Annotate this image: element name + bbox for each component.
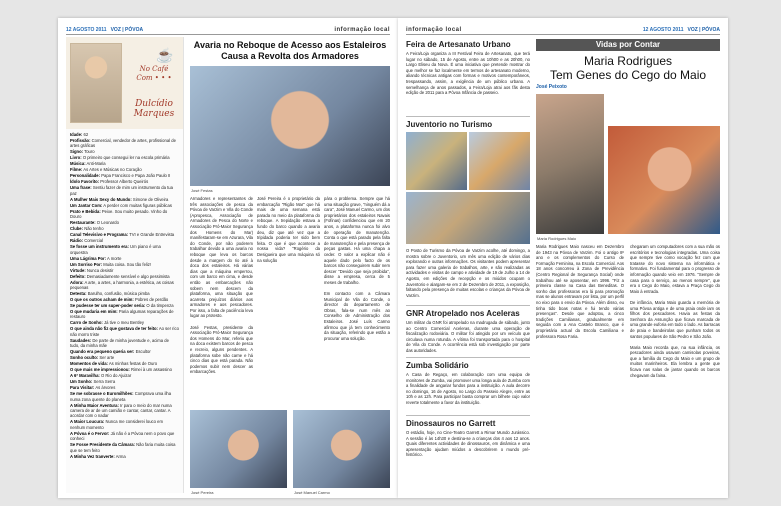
interviewee-last-name: Marques — [133, 109, 175, 119]
questionnaire-item — [70, 303, 179, 308]
questionnaire-item — [70, 132, 179, 137]
questionnaire-item — [70, 256, 179, 261]
jose-manuel-carmo-photo — [293, 410, 390, 488]
answer-text: Nunca me considerei louco em nenhum momento — [70, 419, 163, 430]
header-brand: VOZ | PÓVOA — [687, 27, 720, 33]
juventorio-photo-1 — [406, 132, 467, 190]
juventorio-headline: Juventorio no Turismo — [406, 120, 493, 129]
question-label: Idade: — [70, 132, 83, 137]
no-cafe-com-sidebar — [66, 37, 184, 493]
questionnaire-item — [70, 173, 179, 178]
answer-text: As árvores — [95, 385, 116, 391]
header-section: informação local — [406, 27, 462, 33]
article-column-1: Armadores e representantes de três associações de pesca da Póvoa de Varzim e Vila do Conde (Apropesca, Associação de Armadores de Pesca do Norte e Associação Pró-Maior Segurança dos Homens do Mar) manifestaram-se em Azurara, Vila do Conde, por não poderem trabalhar devido a uma avaria no reboque que leva os barcos desde a margem do rio até à doca dos estaleiros. Há várias dias que a máquina emperrou, com um barco em cima, e desde então as embarcações não sobem nem descem da plataforma, uma situação que acarreta prejuízos diários aos armadores e aos pescadores. Por isso, a falta de paciência leva lugar ao protesto. José Festas, presidente da Associação Pró-Maior Segurança dos Homens do Mar, referiu que na doca existem barcos de pesca e recreio, alguns pendentes. A plataforma sobe não carne e há cinco dias que está parada. Não podemos subir nem descer as embarcações. — [190, 196, 253, 375]
vidas-por-contar-banner: Vidas por Contar — [536, 39, 720, 51]
interviewee-portrait — [70, 43, 122, 123]
question-label: O que os outros acham de mim: — [70, 297, 134, 303]
left-page-header — [66, 26, 390, 35]
question-label: Virtude: — [70, 267, 86, 273]
questionnaire-item — [70, 338, 179, 349]
question-label: Carro de Sonho: — [70, 320, 103, 326]
answer-text: Ao ser rico não morro triste — [70, 326, 179, 337]
divider — [406, 357, 530, 358]
question-label: Se Fosse Presidente da Câmara: — [70, 442, 135, 448]
cafe-title — [126, 65, 182, 83]
questionnaire-item — [70, 367, 179, 372]
questionnaire-item — [70, 419, 179, 430]
question-label: Livro: — [70, 155, 82, 161]
divider — [406, 116, 530, 117]
questionnaire-item — [70, 149, 179, 154]
answer-text: Comercial, vendedor de artes, profissional de artes gráficas — [70, 138, 176, 149]
questionnaire-item — [70, 320, 179, 325]
questionnaire-item — [70, 238, 179, 243]
photo-caption-top: José Festas — [191, 188, 213, 193]
cafe-title-line1: No Café — [139, 65, 169, 73]
question-label: Um Sorriso Por: — [70, 261, 103, 267]
left-page — [58, 18, 398, 498]
answer-text: Barulho, confusão, música pimba — [87, 291, 150, 297]
answer-text: A morte — [107, 255, 122, 261]
question-label: Momentos de vida: — [70, 361, 108, 367]
questionnaire-item — [70, 203, 179, 208]
answer-text: Comprava uma ilha numa zona quente do planeta — [70, 391, 172, 402]
questionnaire-item — [70, 268, 179, 273]
question-label: O que mudaria em mim: — [70, 309, 118, 315]
answer-text: Já tive o meu Bentley — [103, 320, 145, 326]
dinossauros-headline: Dinossauros no Garrett — [406, 419, 496, 428]
question-label: Uma Lágrima Por: — [70, 255, 107, 261]
zumba-text: A Casa de Regaço, em colaboração com uma equipa de monitores de Zumba, vai promover uma longa aula de Zumba com a finalidade de angariar fundos para a instituição. A aula decorre no domingo, 16 de Agosto, no Largo do Passeio Alegre, entre as 10h e as 12h. Para participar basta comprar um bilhete cujo valor reverte totalmente a favor da instituição. — [406, 372, 530, 405]
questionnaire-item — [70, 454, 179, 459]
answer-text: A arte, a artes, a harmonia, a estética, as coisas pequenas — [70, 279, 174, 291]
photo-caption-bottom-right: José Manuel Carmo — [294, 490, 330, 495]
questionnaire-item — [70, 442, 179, 453]
answer-text: As Artes e Músicas no Coração — [83, 167, 142, 173]
question-label: Filme: — [70, 167, 83, 173]
jose-pereira-photo — [190, 410, 287, 488]
answer-text: Não faria muita coisa que se tem feito — [70, 442, 176, 453]
question-label: Profissão: — [70, 138, 91, 143]
question-label: Se me sobrasse o Euromilhões: — [70, 391, 134, 397]
questionnaire-item — [70, 209, 179, 220]
questionnaire-item — [70, 403, 179, 419]
question-label: O que ainda não fiz que gostava de ter feito: — [70, 326, 158, 332]
vidas-byline: José Peixoto — [536, 84, 567, 90]
juventorio-text: O Posto de Turismo da Póvoa de Varzim acolhe, até domingo, a mostra sobre o Juventorio, um mês uma edição de vários dias explorando e outras informações. Os visitantes podem apresentar para fazer uma galeria de trabalhos, arte, e são realizadas as actividades e visitas de campo e atividade de 19 de Julho a 14 de Agosto, em edições de recepção e os miúdos ocupam o Juventorio e alargam-se em 2 de Dezembro de 2011, a exposição, faltando pela presença de muitas escolas e crianças da Póvoa de Varzim. — [406, 248, 530, 298]
question-label: O que mais me impressionou: — [70, 367, 130, 373]
armador-photo — [190, 66, 390, 186]
header-section: informação local — [334, 27, 390, 33]
question-label: Restaurante: — [70, 220, 96, 226]
atropelado-text: Um militar da GNR foi atropelado na madrugada de sábado, junto ao Centro Comercial Aceleras, durante uma operação de fiscalização rodoviária. O militar foi atingido por um veículo que circulava numa rotunda. A vítima foi transportada para o hospital de Vila do Conde. A ocorrência está sob investigação por parte das autoridades. — [406, 320, 530, 353]
photo-caption-bottom-left: José Pereira — [191, 490, 214, 495]
answer-text: O da timpenza — [146, 303, 174, 309]
vidas-headline — [536, 54, 720, 82]
answer-text: De parte de minha juventude e, acima de tudo, da minha mãe — [70, 337, 169, 349]
feira-text: A Feira/Loja organiza a III Festival Feira de Artesanato, que terá lugar no sábado, 15 de Agosto, entre as 10h00 e as 20h00, no Largo Eliseu da Nova. É uma iniciativa que pretende mostrar do que melhor se faz localmente em termos de artesanato moderno, aliando técnicas antigas com formas e motivos contemporâneos, trespassando, assim, a exigência de um público urbano. A semelhança de anos passados, a Feira/Loja atrai aos fãs desta edição de 2011 para a Póvoa Infância de passeio. — [406, 51, 530, 96]
questionnaire-item — [70, 226, 179, 231]
questionnaire-item — [70, 355, 179, 360]
juventorio-photo-2 — [469, 132, 530, 190]
answer-text: Demasiadamente sensível e algo pessimista — [86, 273, 170, 279]
question-label: A Mulher Mais Sexy do Mundo: — [70, 196, 132, 202]
answer-text: Arma — [115, 453, 126, 459]
answer-text: Sentiu fazer de mim um instrumento da tua paz — [70, 185, 173, 196]
questionnaire-item — [70, 155, 179, 160]
article-column-3: pára o problema. Sempre que há uma situação grave, "ninguém dá a cara", José Manuel Carmo, um dos proprietários dos estaleiros Navais (Fofinas) confidenciou que em 20 anos, a plataforma nunca foi alvo de operação de manutenção. Conta o que está parado pela falta de manutenção e pela presença de peças gastas. Há uma chapa a ceder. O valor a explicar não é aquele dado pelo facto de os barcos não conseguirem subir nem descer "Devido que seja proibida", disse a empresa, cerca de 5 meses de trabalho. Em contacto com a Câmara Municipal de Vila do Conde, o director do departamento de Obras, fala-se num mês ao Conselho de Administração dos Estaleiros. José Luís Carmo afirmou que já tem conhecimento da situação, referindo que estão a procurar uma solução. — [324, 196, 390, 341]
questionnaire-item — [70, 309, 179, 320]
cafe-title-line2: Com • • • — [136, 74, 172, 82]
questionnaire-item — [70, 197, 179, 202]
answer-text: 62 — [83, 132, 89, 137]
question-label: Quando era pequeno queria ser: — [70, 349, 135, 355]
answer-text: Anti-Maria — [86, 161, 106, 167]
question-label: A Minha Maior Aventura: — [70, 402, 119, 408]
header-date: 12 AGOSTO 2011 — [66, 27, 107, 33]
article-column-2: José Pereira é o proprietário da embarcação "Rigão Mar" que há mais de uma semana está parada no meio da plataforma do reboque. A trepidação estava a fundo do barco quando a avaria deu, diz que até vez que a tripidada poderia ter sido bem feita. O que é que acontece a nossa vida? "Rogério da Desigueira que uma máquina só na solução — [257, 196, 320, 263]
feira-headline: Feira de Artesanato Urbano — [406, 40, 511, 49]
cafe-feature-box — [66, 37, 183, 129]
answer-text: Pobres de perdão — [134, 297, 169, 303]
questionnaire-item — [70, 379, 179, 384]
answer-text: Serra Serra — [93, 379, 116, 385]
juventorio-photo-3 — [406, 192, 530, 244]
question-label: Um Sonho: — [70, 379, 93, 385]
questionnaire-item — [70, 361, 179, 366]
questionnaire-item — [70, 262, 179, 267]
answer-text: Simone de Oliveira — [132, 196, 169, 202]
answer-text: Peixe. Sou muito pesado. Vinho do Douro — [70, 208, 168, 220]
question-label: A 6ª Maravilha: — [70, 373, 100, 379]
vidas-photo-caption: Maria Rodrigues Maio — [537, 236, 577, 241]
vidas-headline-line1: Maria Rodrigues — [583, 54, 673, 68]
right-page-header — [406, 26, 720, 35]
vidas-headline-line2: Tem Genes do Cego do Maio — [549, 68, 707, 82]
questionnaire-item — [70, 274, 179, 279]
question-label: Ídolo Favorito: — [70, 179, 100, 185]
interviewee-first-name: Dulcídio — [135, 99, 173, 109]
atropelado-headline: GNR Atropelado nos Aceleras — [406, 309, 520, 318]
question-label: A Póvoa é o Fervor: — [70, 430, 110, 436]
answer-text: O Leonardo — [96, 220, 119, 226]
answer-text: TVI e Grande Entrevista — [129, 232, 175, 238]
vidas-column-1: Maria Rodrigues Maio nasceu em Dezembro de 1943 na Póvoa de Varzim. Foi o antigo 8º ano e os complementos do Curso de Formação Feminina, na Escola Comercial. Aos 18 anos concorreu à Zona de Previdência (Centro Regional de Segurança Social) onde trabalhou até se aposentar, em 1996. "Fiz a primeira classe na Casa das Beneditas. O sonho das professoras era lá para promoção mas se alunos entravam por lista, por um perfil no eixo para o envio da Póvoa. Além disso, eu tinha tido boas notas e fui tendo várias presenças". Desde que adoptou, a cinco tradições Camilianas, gradualmente em seguida com a Ana Castelo Branco, que é proprietária actual da Escola Camiliana e professora Rosa Faria. — [536, 244, 624, 339]
answer-text: Professor Alberto Queirós — [100, 179, 149, 185]
questionnaire-item — [70, 185, 179, 196]
question-label: Canal Televisivo e Programa: — [70, 232, 129, 238]
maria-rodrigues-portrait — [608, 126, 720, 234]
answer-text: Papa Francisco e Papa João Paulo II — [101, 173, 171, 179]
article-headline: Avaria no Reboque de Acesso aos Estaleiros Causa a Revolta dos Armadores — [193, 40, 387, 61]
question-label: Defeito: — [70, 273, 86, 279]
answer-text: O Rio do Ajuizar — [100, 373, 132, 379]
questionnaire-item — [70, 138, 179, 149]
questionnaire-item — [70, 167, 179, 172]
questionnaire-item — [70, 291, 179, 296]
question-label: Sonho oculto: — [70, 355, 99, 361]
answer-text: Comercial — [84, 238, 104, 244]
questionnaire-item — [70, 244, 179, 255]
question-label: Se fosse um instrumento era: — [70, 244, 129, 250]
answer-text: Nunca desistir — [86, 267, 114, 273]
questionnaire-item — [70, 220, 179, 225]
header-brand: VOZ | PÓVOA — [110, 27, 144, 33]
question-label: Rádio: — [70, 238, 84, 244]
answer-text: Não tenho — [84, 226, 104, 232]
questionnaire-item — [70, 431, 179, 442]
question-label: Personalidade: — [70, 173, 101, 179]
answer-text: A perder com muitas figuras públicas — [103, 202, 172, 208]
zumba-headline: Zumba Solidário — [406, 361, 469, 370]
answer-text: Um piano é uma orquestra — [70, 244, 161, 255]
question-label: Se pudesse ter um super-poder seria: — [70, 303, 146, 309]
questionnaire-item — [70, 326, 179, 337]
answer-text: Ir para o meio do mar numa camera de ar de um camião e cantar, cantar, cantar. A acordar com o nadar — [70, 402, 172, 419]
question-label: Saudades: — [70, 337, 92, 343]
question-label: Adora: — [70, 279, 84, 285]
interviewee-name — [124, 99, 184, 119]
answer-text: Escultor — [135, 349, 151, 355]
questionnaire-item — [70, 391, 179, 402]
questionnaire-item — [70, 373, 179, 378]
questionnaire-item — [70, 385, 179, 390]
answer-text: O primeiro que consegui ler na escola primária — [82, 155, 170, 161]
right-page — [398, 18, 728, 498]
coffee-cup-icon: ☕ — [156, 47, 174, 63]
answer-text: Muita coisa. Sou tão feliz! — [103, 261, 152, 267]
divider — [406, 415, 530, 416]
question-label: Um Jantar Com: — [70, 202, 103, 208]
answer-text: Touro — [84, 149, 95, 155]
questionnaire-item — [70, 297, 179, 302]
question-label: Signo: — [70, 149, 84, 155]
maria-old-photo — [536, 94, 604, 234]
questionnaire-list — [66, 129, 183, 463]
answer-text: Já não é a Póvoa nem o povo que conheci — [70, 430, 175, 442]
answer-text: Paria algumas reparações de restauro — [70, 309, 174, 320]
questionnaire-item — [70, 179, 179, 184]
answer-text: Rimei à um assassino — [130, 367, 172, 373]
questionnaire-item — [70, 161, 179, 166]
question-label: A Maior Loucura: — [70, 419, 105, 425]
questionnaire-item — [70, 349, 179, 354]
question-label: Uma frase: — [70, 185, 92, 191]
question-label: Detesta: — [70, 291, 87, 297]
question-label: Clube: — [70, 226, 84, 232]
question-label: Música: — [70, 161, 86, 167]
question-label: Prato e Bebida: — [70, 208, 101, 214]
answer-text: Ser arte — [99, 355, 115, 361]
questionnaire-item — [70, 280, 179, 291]
vidas-column-2: chegaram um computadores com a sua mão os escritórios e tecnologias integradas. Uma coisa que sempre tive como vocação fez com que tratasse do novo sistema na informática e formativo. Foi fundamental para o progresso de informação quando veio em 1976. "Sempre de casa para o serviço, ao menos sempre", que era o Cego do Maio, estava a Praça Cego do Maio à entrada. De infância, Maria Maio guarda a memória de uma Póvoa antiga e de uma praia onde iam os filhos dos pescadores. Havia as festas da Senhora da Assunção que ficava marcada de uma grande euforia em todo o lado. As barracas de praia e bandeirolas que punham todos os santos populares de São Pedro e São João. Maria Maio recorda que, na sua infância, os pescadores ainda usavam camisolas poveiras, que a família do Cego do Maio e um grupo de muitos marinheiros. Ela lembra a gente que ficava nas salas de jantar quando os barcos chegavam da faina. — [630, 244, 720, 378]
answer-text: As minhas festas de Ouro — [108, 361, 158, 367]
divider — [406, 305, 530, 306]
question-label: Para Visitar: — [70, 385, 95, 391]
questionnaire-item — [70, 232, 179, 237]
header-date: 12 AGOSTO 2011 — [642, 27, 684, 33]
question-label: A Minha Vez tranverte: — [70, 453, 115, 459]
dinossauros-text: O estádio, hoje, no Cine-Teatro Garrett a Rimar Mundo Jurássico. A sessão é às 14h30 e destina-se a crianças dos 4 aos 12 anos. Quais diferentes actividades de dinossauros, em dinâmica e uma apresentação ajudam miúdos a descobrirem o mundo pré-histórico. — [406, 430, 530, 458]
